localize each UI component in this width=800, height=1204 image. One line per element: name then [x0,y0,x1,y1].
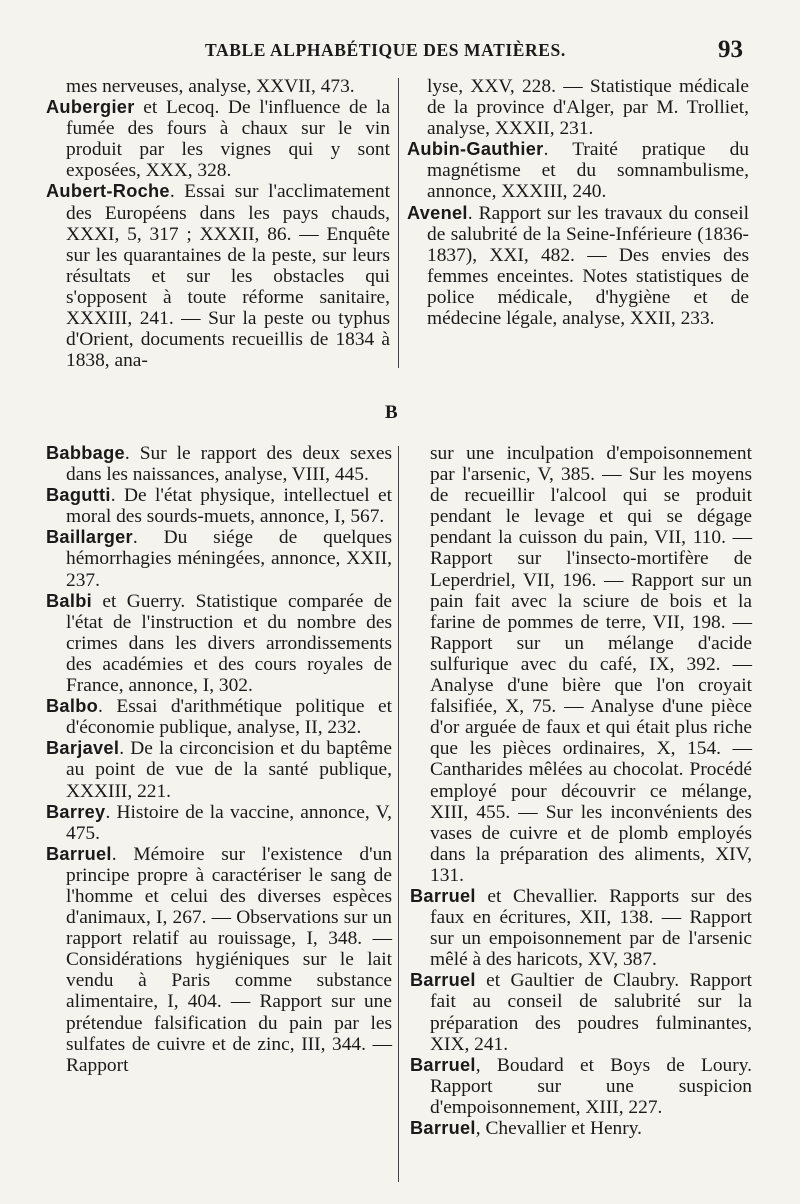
entry-author: Avenel [407,202,468,223]
entry-author: Baillarger [46,527,133,548]
page-number: 93 [718,36,743,63]
index-entry: Barruel et Chevallier. Rapports sur des faux en écritures, XII, 138. — Rapport sur un empoisonnement par de l'arsenic mêlé à des haricots, XV, 387. [410,885,752,971]
index-entry: Bagutti. De l'état physique, intellectuel et moral des sourds-muets, annonce, I, 567. [46,485,392,528]
index-entry: Aubin-Gauthier. Traité pratique du magnétisme et du somnambulisme, annonce, XXXIII, 240. [407,139,749,203]
section-a-left-column [46,76,390,371]
entry-author: Barjavel [46,738,120,759]
index-entry: Barrey. Histoire de la vaccine, annonce, V, 475. [46,801,392,844]
section-letter-heading: B [385,402,398,423]
entry-author: Balbi [46,590,92,611]
index-entry: Balbo. Essai d'arithmétique politique et d'économie publique, analyse, II, 232. [46,696,392,739]
index-entry: Barruel, Chevallier et Henry. [410,1118,642,1139]
running-title: TABLE ALPHABÉTIQUE DES MATIÈRES. [205,40,566,60]
index-entry: Aubert-Roche. Essai sur l'acclimatement des Européens dans les pays chauds, XXXI, 5, 317 ; XXXII, 86. — Enquête sur les quarantaines de la peste, sur leurs résultats et sur les obstacles qui s'opposent à toute réforme sanitaire, XXXIII, 241. — Sur la peste ou typhus d'Orient, documents recueillis de 1834 à 1838, ana- [46,181,390,372]
entry-author: Barruel [410,970,476,991]
index-entry: Avenel. Rapport sur les travaux du conseil de salubrité de la Seine-Inférieure (1836-1837), XXI, 482. — Des envies des femmes enceintes. Notes statistiques de police médicale, d'hygiène et de médecine légale, analyse, XXII, 233. [407,202,749,330]
index-entry: Aubergier et Lecoq. De l'influence de la fumée des fours à chaux sur le vin produit par les vignes qui y sont exposées, XXX, 328. [46,97,390,182]
index-entry: mes nerveuses, analyse, XXVII, 473. [66,76,355,97]
column-divider [398,78,399,368]
section-b-right-column [410,443,752,1139]
entry-author: Barruel [410,885,476,906]
entry-author: Balbo [46,696,99,717]
entry-author: Barruel [410,1118,476,1138]
entry-author: Babbage [46,443,125,463]
page-header [0,34,800,70]
entry-author: Aubin-Gauthier [407,139,544,160]
entry-author: Aubergier [46,97,135,118]
index-entry: Babbage. Sur le rapport des deux sexes dans les naissances, analyse, VIII, 445. [46,443,392,486]
column-divider [398,446,399,1182]
section-a-right-column [407,76,749,329]
index-entry: Balbi et Guerry. Statistique comparée de l'état de l'instruction et du nombre des crimes dans les divers arrondissements des académies et des cours royales de France, annonce, I, 302. [46,590,392,697]
index-entry: Barruel et Gaultier de Claubry. Rapport fait au conseil de salubrité sur la préparation des poudres fulminantes, XIX, 241. [410,970,752,1055]
index-entry: Barjavel. De la circoncision et du baptême au point de vue de la santé publique, XXXIII, 221. [46,738,392,802]
entry-author: Barrey [46,801,106,822]
index-entry: Barruel. Mémoire sur l'existence d'un principe propre à caractériser le sang de l'homme et celui des diverses espèces d'animaux, I, 267. — Observations sur un rapport relatif au rouissage, I, 348. — Considérations hygiéniques sur le lait vendu à Paris comme substance alimentaire, I, 404. — Rapport sur une prétendue falsification du pain par les sulfates de cuivre et de zinc, III, 344. — Rapport [46,843,392,1076]
entry-author: Barruel [46,843,112,864]
index-entry: lyse, XXV, 228. — Statistique médicale de la province d'Alger, par M. Trolliet, analyse, XXXII, 231. [427,76,749,140]
index-entry: sur une inculpation d'empoisonnement par l'arsenic, V, 385. — Sur les moyens de recueillir l'alcool qui se produit pendant le levage et qui se dégage pendant la cuisson du pain, VII, 110. — Rapport sur l'insecto-mortifère de Leperdriel, VII, 196. — Rapport sur un pain fait avec la sciure de bois et la farine de pommes de terre, VII, 198. — Rapport sur un mélange d'acide sulfurique avec du café, IX, 392. — Analyse d'une bière que l'on croyait falsifiée, X, 75. — Analyse d'une pièce d'or arguée de faux et qui était plus riche que les pièces ordinaires, X, 154. — Cantharides mêlées au chocolat. Procédé employé pour découvrir ce mélange, XIII, 455. — Sur les inconvénients des vases de cuivre et de plomb employés dans la préparation des aliments, XIV, 131. [430,443,752,886]
index-entry: Barruel, Boudard et Boys de Loury. Rapport sur une suspicion d'empoisonnement, XIII, 227. [410,1054,752,1118]
entry-author: Barruel [410,1054,476,1075]
entry-author: Bagutti [46,485,111,506]
entry-author: Aubert-Roche [46,181,170,202]
index-entry: Baillarger. Du siége de quelques hémorrhagies méningées, annonce, XXII, 237. [46,527,392,591]
section-b-left-column [46,443,392,1076]
